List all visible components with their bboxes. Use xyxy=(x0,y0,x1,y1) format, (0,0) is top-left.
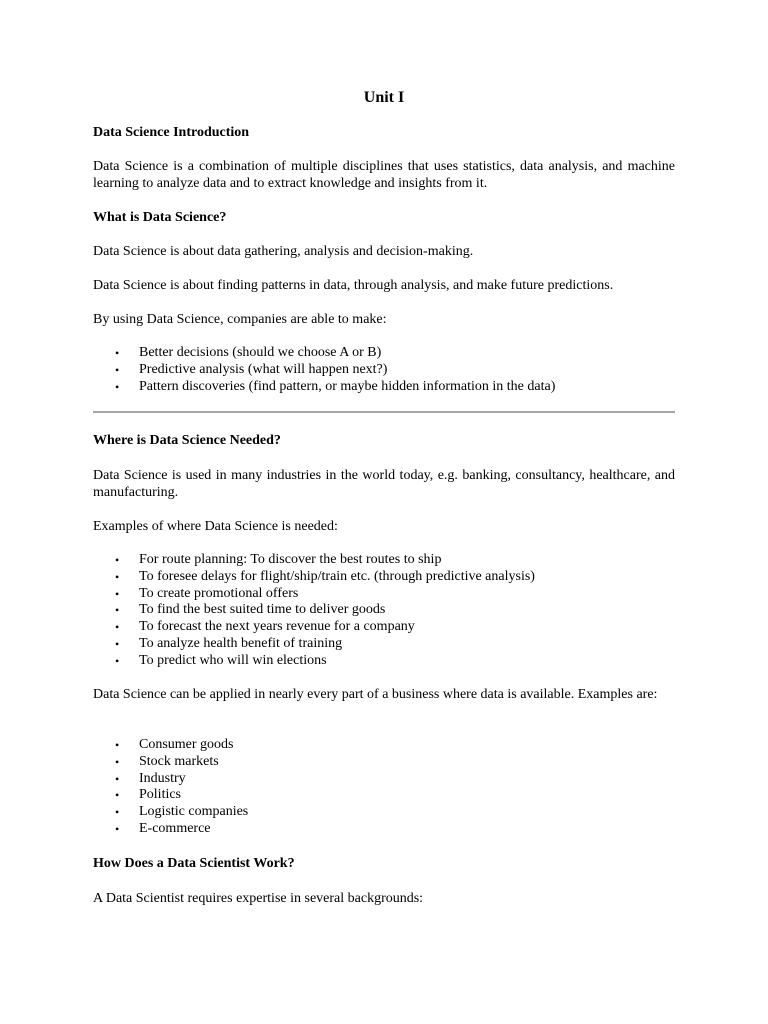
list-item: • E-commerce xyxy=(115,820,211,836)
list-business-examples xyxy=(93,737,248,838)
bullet-icon: • xyxy=(115,553,120,567)
paragraph-companies-able: By using Data Science, companies are able to make: xyxy=(93,312,387,327)
bullet-icon: • xyxy=(115,821,120,836)
bullet-icon: • xyxy=(115,636,120,651)
bullet-icon: • xyxy=(115,569,120,584)
paragraph-finding-patterns: Data Science is about finding patterns in data, through analysis, and make future predictions. xyxy=(93,278,614,293)
bullet-icon: • xyxy=(115,603,120,618)
list-item: • To predict who will win elections xyxy=(115,652,327,668)
heading-how-data-scientist-works: How Does a Data Scientist Work? xyxy=(93,856,295,871)
bullet-icon: • xyxy=(115,754,120,769)
bullet-icon: • xyxy=(115,362,120,377)
bullet-icon: • xyxy=(115,805,120,820)
paragraph-introduction: Data Science is a combination of multiple disciplines that uses statistics, data analysis, and machine learning to analyze data and to extract knowledge and insights from it. xyxy=(93,159,675,191)
bullet-icon: • xyxy=(115,379,120,394)
list-item: • Predictive analysis (what will happen next?) xyxy=(115,361,388,377)
paragraph-data-gathering: Data Science is about data gathering, analysis and decision-making. xyxy=(93,244,474,259)
list-item: • Logistic companies xyxy=(115,804,249,820)
heading-where-needed: Where is Data Science Needed? xyxy=(93,433,281,448)
paragraph-examples-needed: Examples of where Data Science is needed: xyxy=(93,519,338,534)
list-item: • Better decisions (should we choose A or B) xyxy=(115,345,382,360)
list-item: • To forecast the next years revenue for a company xyxy=(115,619,415,635)
horizontal-divider xyxy=(93,411,675,413)
list-benefits xyxy=(93,345,555,395)
list-item: • To analyze health benefit of training xyxy=(115,635,343,651)
list-item: • Pattern discoveries (find pattern, or maybe hidden information in the data) xyxy=(115,378,556,394)
bullet-icon: • xyxy=(115,788,120,803)
paragraph-applied-business: Data Science can be applied in nearly every part of a business where data is available. Examples are: xyxy=(93,687,658,702)
paragraph-expertise: A Data Scientist requires expertise in several backgrounds: xyxy=(93,891,424,906)
list-item: • For route planning: To discover the best routes to ship xyxy=(115,552,442,567)
list-item: • To foresee delays for flight/ship/train etc. (through predictive analysis) xyxy=(115,568,535,584)
bullet-icon: • xyxy=(115,620,120,635)
page-title: Unit I xyxy=(363,89,405,106)
list-item: • To find the best suited time to deliver goods xyxy=(115,602,386,618)
list-item: • Stock markets xyxy=(115,753,219,769)
bullet-icon: • xyxy=(115,653,120,668)
heading-what-is-data-science: What is Data Science? xyxy=(93,210,227,225)
paragraph-industries: Data Science is used in many industries in the world today, e.g. banking, consultancy, healthcare, and manufacturing. xyxy=(93,468,675,500)
bullet-icon: • xyxy=(115,346,120,360)
bullet-icon: • xyxy=(115,771,120,786)
list-item: • Politics xyxy=(115,787,182,803)
list-item: • Consumer goods xyxy=(115,737,234,752)
list-item: • Industry xyxy=(115,770,186,786)
bullet-icon: • xyxy=(115,738,120,752)
heading-data-science-introduction: Data Science Introduction xyxy=(93,125,250,140)
list-item: • To create promotional offers xyxy=(115,585,299,601)
list-examples-needed xyxy=(93,552,535,670)
bullet-icon: • xyxy=(115,586,120,601)
